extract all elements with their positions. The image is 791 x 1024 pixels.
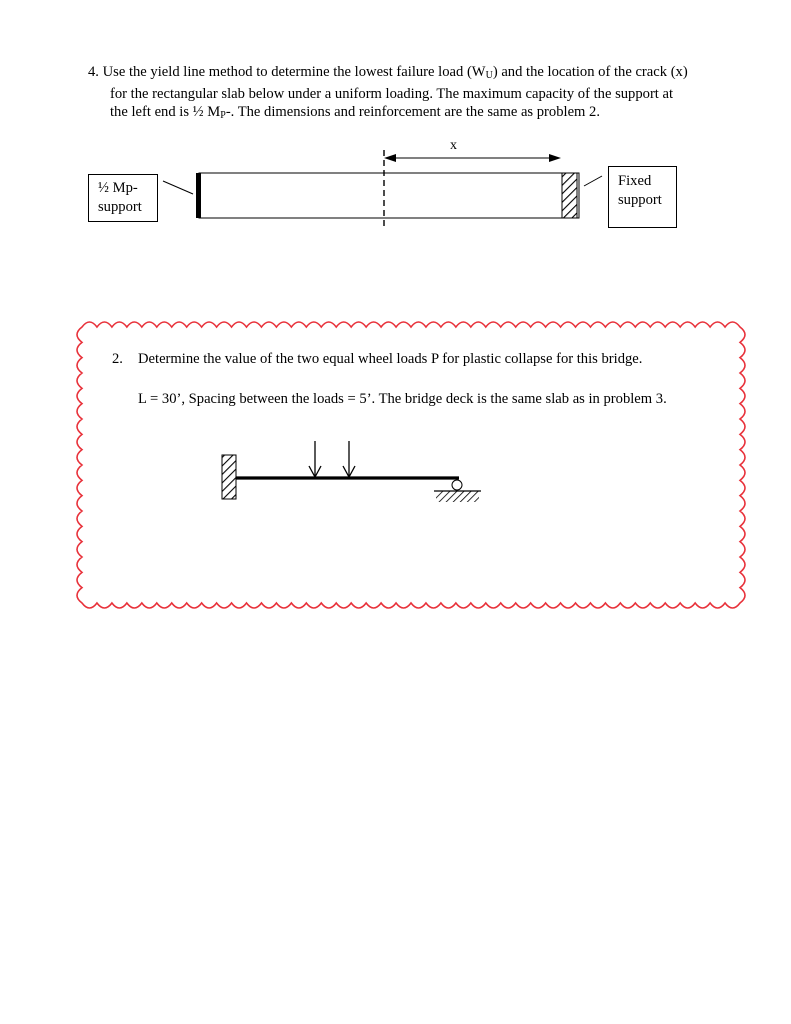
problem-4-text-c: -. The dimensions and reinforcement are the same as problem 2. [225,104,600,120]
dimension-arrowhead-left [384,154,396,162]
roller-ground-hatch [436,491,479,502]
problem-4-number: 4. [88,64,99,80]
problem-4-sub-p: P [220,110,226,121]
problem-2-number: 2. [112,351,123,367]
right-support-label-box [608,166,677,228]
left-support-label-line2: support [98,199,142,215]
left-support-label-line1: ½ Mp- [98,180,138,196]
left-support-label-box [88,174,158,222]
wheel-load-1-head [309,466,321,477]
problem-2-question: Determine the value of the two equal wheel loads P for plastic collapse for this bridge. [138,351,643,367]
roller-support [452,480,462,490]
problem-2-text [112,350,697,408]
problem-4-text-b: ) and the location of the crack (x) for the rectangular slab below under a uniform loading. The maximum capacity of the support at the left end is ½ M [110,64,688,120]
slab-rectangle [199,173,579,218]
crack-distance-label: x [450,138,457,153]
right-support-label-line2: support [618,192,662,208]
problem-4-text [88,63,688,125]
wheel-load-2-head [343,466,355,477]
bridge-fixed-support-hatch [222,455,236,499]
problem-4-sub-u: U [485,70,493,81]
right-leader-line [584,176,602,186]
problem-4-text-a: Use the yield line method to determine the lowest failure load (W [102,64,486,80]
right-fixed-support-hatch [562,173,577,218]
left-leader-line [163,181,193,194]
dimension-arrowhead-right [549,154,561,162]
right-support-label-line1: Fixed [618,173,652,189]
problem-2-given: L = 30’, Spacing between the loads = 5’. The bridge deck is the same slab as in problem 3. [138,391,667,407]
left-support-thick-edge [196,173,201,218]
